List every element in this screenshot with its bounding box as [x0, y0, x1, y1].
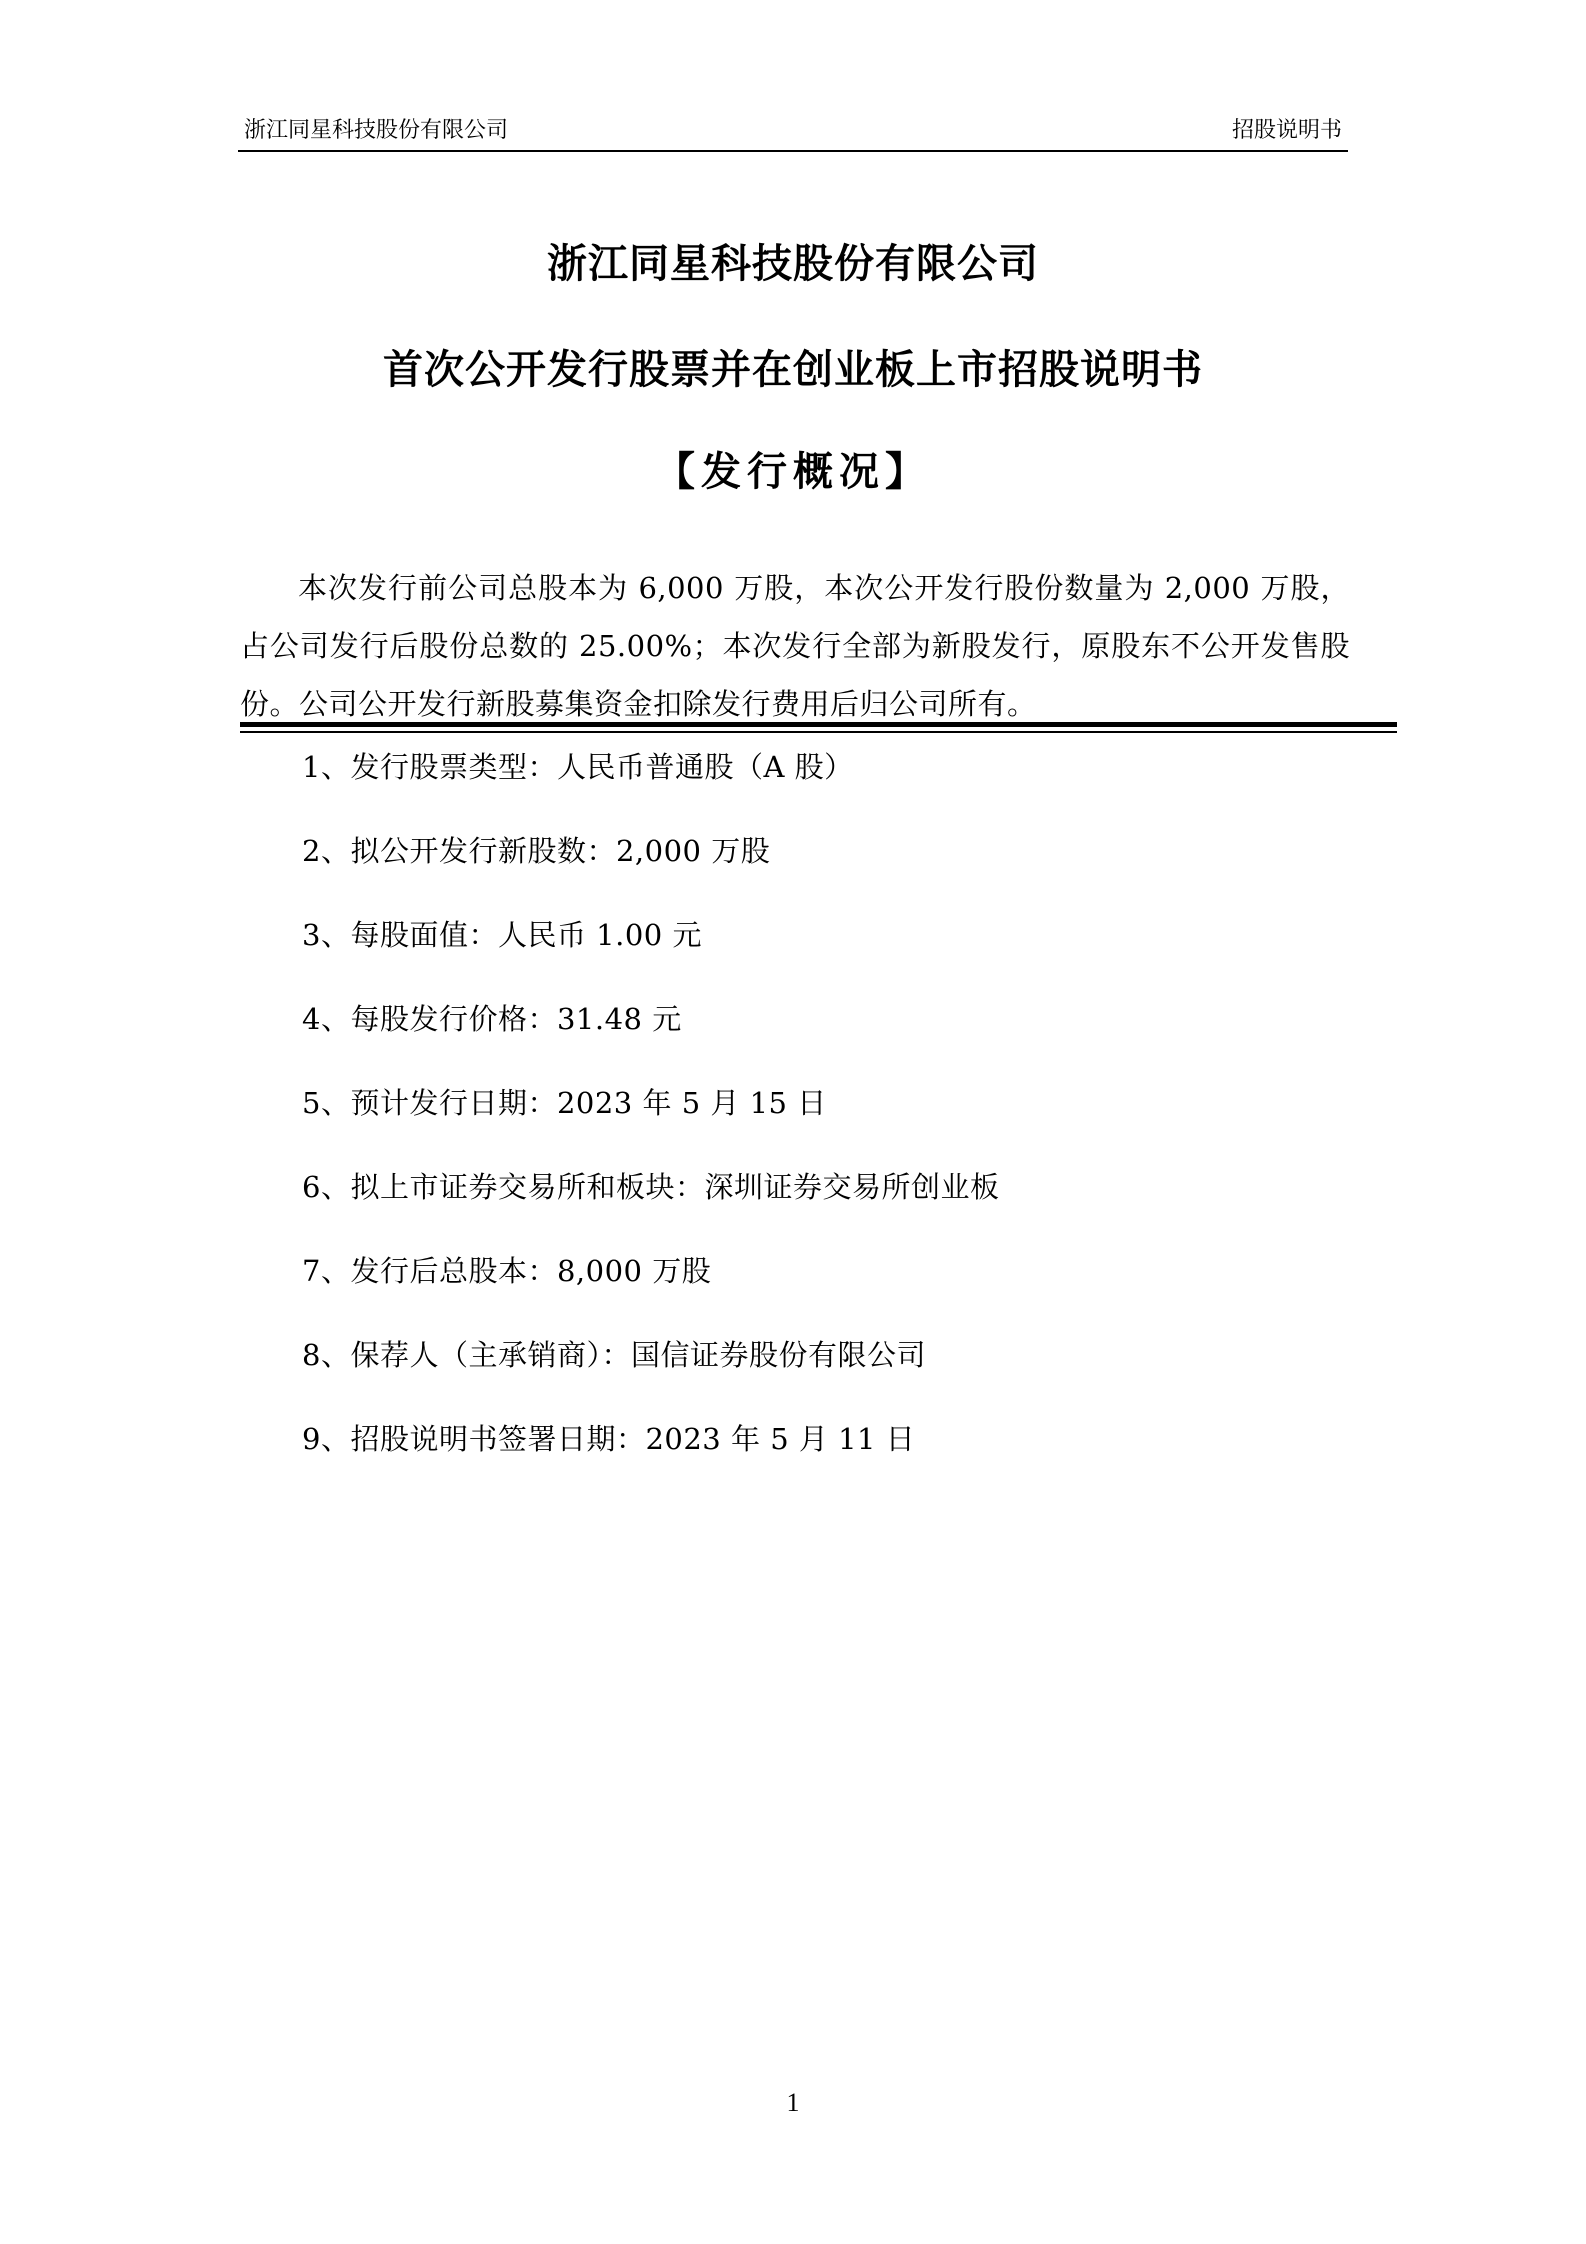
offering-summary: 本次发行前公司总股本为 6,000 万股，本次公开发行股份数量为 2,000 万股，占公司发行后股份总数的 25.00%；本次发行全部为新股发行，原股东不公开发售股份。公司公开发行新股募集资金扣除发行费用后归公司所有。	[240, 571, 1350, 721]
detail-new-shares: 2、拟公开发行新股数：2,000 万股	[302, 834, 771, 868]
detail-exchange: 6、拟上市证券交易所和板块：深圳证券交易所创业板	[302, 1170, 1000, 1204]
detail-total-shares: 7、发行后总股本：8,000 万股	[302, 1254, 712, 1288]
detail-signing-date: 9、招股说明书签署日期：2023 年 5 月 11 日	[302, 1422, 916, 1456]
page-number: 1	[786, 2088, 800, 2117]
divider-thin	[240, 731, 1397, 733]
section-title: 【发行概况】	[655, 449, 931, 495]
detail-stock-type: 1、发行股票类型：人民币普通股（A 股）	[302, 750, 854, 784]
header-document-type: 招股说明书	[1231, 117, 1342, 142]
offering-details-list	[302, 742, 999, 1498]
detail-sponsor: 8、保荐人（主承销商）：国信证券股份有限公司	[302, 1338, 926, 1372]
detail-par-value: 3、每股面值：人民币 1.00 元	[302, 918, 702, 952]
detail-issue-price: 4、每股发行价格：31.48 元	[302, 1002, 682, 1036]
header-company-name: 浙江同星科技股份有限公司	[244, 117, 509, 142]
company-title: 浙江同星科技股份有限公司	[547, 241, 1039, 287]
running-header	[238, 110, 1348, 152]
divider-thick	[240, 722, 1397, 727]
prospectus-title: 首次公开发行股票并在创业板上市招股说明书	[383, 347, 1203, 393]
detail-issue-date: 5、预计发行日期：2023 年 5 月 15 日	[302, 1086, 827, 1120]
